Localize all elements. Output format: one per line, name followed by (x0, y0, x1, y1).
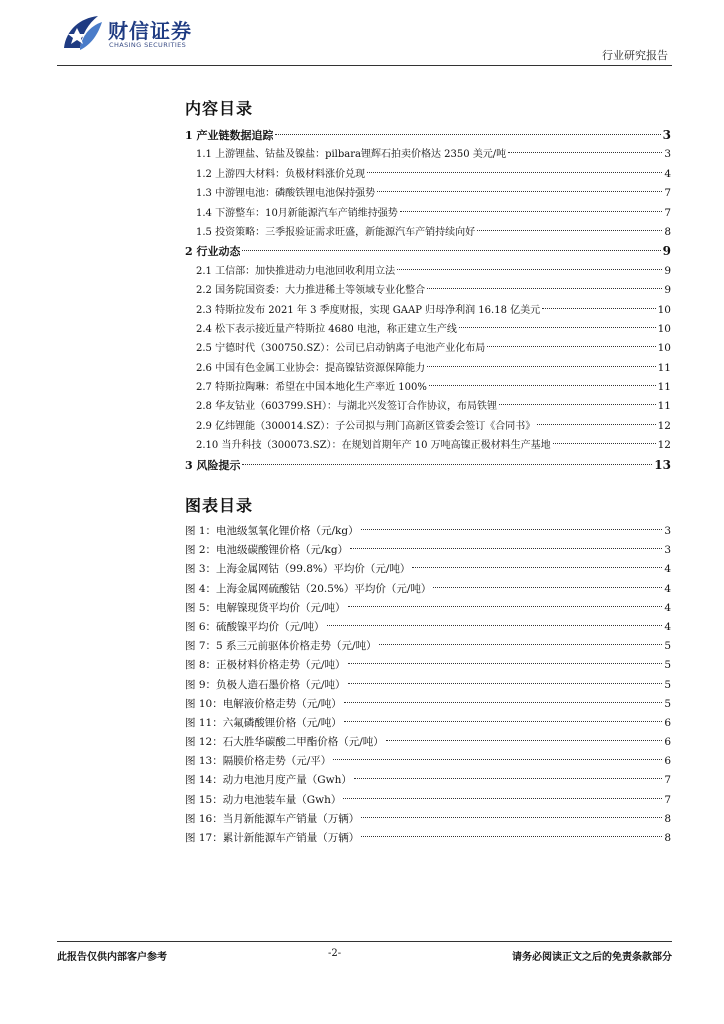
toc-subsection-entry[interactable] (185, 145, 671, 164)
figure-entry-page: 5 (664, 697, 671, 710)
toc-subsection-entry-text: 1.3 中游锂电池：磷酸铁锂电池保持强势 (196, 188, 376, 200)
toc-subsection-entry-text: 2.4 松下表示接近量产特斯拉 4680 电池，称正建立生产线 (196, 323, 457, 335)
figure-entry-page: 6 (664, 755, 671, 768)
toc-subsection-entry[interactable] (185, 436, 671, 455)
figure-entry[interactable] (185, 522, 671, 541)
toc-subsection-entry[interactable] (185, 184, 671, 203)
dot-leader (361, 835, 662, 837)
dot-leader (542, 307, 656, 309)
toc-subsection-entry-page: 7 (664, 187, 671, 200)
figure-entry-page: 4 (664, 601, 671, 614)
toc-subsection-entry-text: 2.5 宁德时代（300750.SZ）：公司已启动钠离子电池产业化布局 (196, 343, 486, 355)
dot-leader (343, 797, 662, 799)
dot-leader (400, 210, 663, 212)
figure-entry-text: 图 4：上海金属网硫酸钴（20.5%）平均价（元/吨） (185, 582, 432, 595)
dot-leader (348, 682, 663, 684)
figure-entry-page: 4 (664, 582, 671, 595)
toc-subsection-entry[interactable] (185, 262, 671, 281)
figure-entry-page: 7 (664, 774, 671, 787)
dot-leader (344, 720, 663, 722)
figure-entry[interactable] (185, 656, 671, 675)
toc-section-entry[interactable] (185, 126, 671, 145)
toc-title: 内容目录 (185, 99, 254, 118)
figure-entry[interactable] (185, 637, 671, 656)
figure-entry[interactable] (185, 829, 671, 848)
figure-entry-page: 4 (664, 620, 671, 633)
toc-subsection-entry[interactable] (185, 320, 671, 339)
dot-leader (477, 229, 662, 231)
dot-leader (354, 777, 662, 779)
figure-entry-text: 图 1：电池级氢氧化锂价格（元/kg） (185, 525, 359, 537)
toc-subsection-entry-page: 11 (657, 400, 671, 413)
company-logo-icon (60, 12, 104, 56)
toc-subsection-entry-page: 7 (664, 206, 671, 219)
figure-entry-text: 图 10：电解液价格走势（元/吨） (185, 697, 342, 710)
toc-subsection-entry-text: 1.2 上游四大材料：负极材料涨价兑现 (196, 168, 366, 180)
dot-leader (397, 268, 662, 270)
toc-subsection-entry-text: 2.1 工信部：加快推进动力电池回收利用立法 (196, 265, 396, 277)
toc-subsection-entry-page: 9 (664, 284, 671, 297)
dot-leader (242, 249, 660, 251)
toc-subsection-entry-text: 2.8 华友钴业（603799.SH）：与湖北兴发签订合作协议，布局铁锂 (196, 401, 498, 413)
page-header (0, 0, 724, 72)
toc-subsection-entry-text: 1.5 投资策略：三季报验证需求旺盛，新能源汽车产销持续向好 (196, 226, 476, 238)
figure-entry-page: 4 (664, 563, 671, 576)
toc-section-entry-text: 1 产业链数据追踪 (185, 129, 274, 142)
toc-subsection-entry[interactable] (185, 417, 671, 436)
figure-entry[interactable] (185, 771, 671, 790)
figure-entry[interactable] (185, 810, 671, 829)
figure-entry[interactable] (185, 714, 671, 733)
dot-leader (348, 662, 663, 664)
toc-subsection-entry-text: 2.6 中国有色金属工业协会：提高镍钴资源保障能力 (196, 362, 426, 374)
dot-leader (327, 624, 663, 626)
dot-leader (333, 758, 662, 760)
toc-subsection-entry[interactable] (185, 223, 671, 242)
dot-leader (433, 586, 662, 588)
figure-entry[interactable] (185, 791, 671, 810)
toc-subsection-entry-page: 11 (657, 381, 671, 394)
figure-entry[interactable] (185, 733, 671, 752)
dot-leader (429, 384, 656, 386)
toc-subsection-entry[interactable] (185, 339, 671, 358)
toc-subsection-entry-text: 2.2 国务院国资委：大力推进稀土等领域专业化整合 (196, 285, 426, 297)
figure-entry-text: 图 8：正极材料价格走势（元/吨） (185, 659, 346, 672)
toc-subsection-entry-page: 10 (657, 303, 671, 316)
dot-leader (348, 605, 663, 607)
list-of-figures (185, 522, 671, 848)
toc-subsection-entry[interactable] (185, 165, 671, 184)
dot-leader (275, 133, 660, 135)
toc-subsection-entry-text: 2.7 特斯拉陶琳：希望在中国本地化生产率近 100% (196, 382, 427, 394)
figure-entry[interactable] (185, 676, 671, 695)
figure-entry[interactable] (185, 599, 671, 618)
toc-subsection-entry[interactable] (185, 359, 671, 378)
toc-subsection-entry-page: 8 (664, 225, 671, 238)
toc-section-entry[interactable] (185, 242, 671, 261)
footer-disclaimer-right: 请务必阅读正文之后的免责条款部分 (512, 952, 672, 963)
dot-leader (427, 365, 656, 367)
figure-entry-text: 图 15：动力电池装车量（Gwh） (185, 793, 342, 806)
toc-section-entry[interactable] (185, 456, 671, 475)
dot-leader (487, 345, 655, 347)
toc-subsection-entry-page: 10 (657, 342, 671, 355)
figure-entry-page: 3 (664, 544, 671, 557)
figure-entry-text: 图 3：上海金属网钴（99.8%）平均价（元/吨） (185, 563, 411, 576)
toc-subsection-entry-text: 2.3 特斯拉发布 2021 年 3 季度财报，实现 GAAP 归母净利润 16.18 亿美元 (196, 304, 541, 316)
dot-leader (344, 701, 663, 703)
header-divider (57, 65, 672, 66)
dot-leader (379, 643, 663, 645)
figure-entry-page: 8 (664, 812, 671, 825)
figure-entry[interactable] (185, 752, 671, 771)
toc-section-entry-text: 2 行业动态 (185, 245, 241, 259)
figure-entry-text: 图 16：当月新能源车产销量（万辆） (185, 812, 360, 825)
toc-subsection-entry-page: 12 (657, 439, 671, 452)
figure-entry-text: 图 9：负极人造石墨价格（元/吨） (185, 678, 346, 691)
toc-subsection-entry[interactable] (185, 301, 671, 320)
toc-subsection-entry-text: 1.1 上游锂盐、钴盐及镍盐：pilbara锂辉石拍卖价格达 2350 美元/吨 (196, 149, 507, 161)
toc-subsection-entry-page: 11 (657, 361, 671, 374)
toc-subsection-entry[interactable] (185, 378, 671, 397)
figure-entry-page: 8 (664, 832, 671, 844)
figure-entry[interactable] (185, 618, 671, 637)
dot-leader (499, 403, 656, 405)
toc-subsection-entry-text: 2.9 亿纬锂能（300014.SZ）：子公司拟与荆门高新区管委会签订《合同书》 (196, 420, 536, 432)
figure-entry-page: 7 (664, 793, 671, 806)
toc-subsection-entry[interactable] (185, 204, 671, 223)
figure-entry-text: 图 17：累计新能源车产销量（万辆） (185, 832, 360, 844)
figure-entry-text: 图 14：动力电池月度产量（Gwh） (185, 774, 352, 787)
dot-leader (553, 442, 656, 444)
figure-entry-page: 5 (664, 659, 671, 672)
dot-leader (459, 326, 656, 328)
figure-list-title: 图表目录 (185, 496, 254, 515)
dot-leader (361, 816, 662, 818)
figure-entry-page: 6 (664, 736, 671, 749)
footer-disclaimer-left: 此报告仅供内部客户参考 (57, 952, 167, 963)
dot-leader (350, 547, 662, 549)
figure-entry-text: 图 6：硫酸镍平均价（元/吨） (185, 620, 325, 633)
figure-entry-text: 图 2：电池级碳酸锂价格（元/kg） (185, 544, 349, 557)
toc-subsection-entry-page: 4 (664, 167, 671, 180)
figure-entry-page: 5 (664, 640, 671, 653)
figure-entry-text: 图 12：石大胜华碳酸二甲酯价格（元/吨） (185, 736, 384, 749)
dot-leader (242, 463, 652, 465)
toc-section-entry-page: 13 (654, 457, 671, 472)
toc-section-entry-page: 9 (662, 244, 671, 259)
figure-entry[interactable] (185, 560, 671, 579)
toc-subsection-entry-page: 3 (664, 148, 671, 161)
figure-entry-text: 图 7：5 系三元前驱体价格走势（元/吨） (185, 640, 377, 653)
logo-chinese-name: 财信证券 (108, 19, 192, 43)
dot-leader (412, 566, 662, 568)
figure-entry[interactable] (185, 541, 671, 560)
figure-entry-page: 5 (664, 678, 671, 691)
figure-entry-text: 图 13：隔膜价格走势（元/平） (185, 755, 332, 768)
table-of-contents (185, 126, 671, 475)
figure-entry-text: 图 5：电解镍现货平均价（元/吨） (185, 601, 346, 614)
dot-leader (386, 739, 663, 741)
footer-divider (57, 941, 672, 942)
figure-entry-page: 6 (664, 716, 671, 729)
toc-subsection-entry-page: 12 (657, 419, 671, 432)
toc-subsection-entry-page: 10 (657, 322, 671, 335)
dot-leader (537, 423, 655, 425)
dot-leader (361, 528, 663, 530)
document-type-label: 行业研究报告 (602, 49, 668, 62)
figure-entry-text: 图 11：六氟磷酸锂价格（元/吨） (185, 716, 342, 729)
figure-entry[interactable] (185, 580, 671, 599)
dot-leader (377, 190, 662, 192)
figure-entry[interactable] (185, 695, 671, 714)
toc-section-entry-page: 3 (662, 128, 671, 142)
toc-subsection-entry-text: 2.10 当升科技（300073.SZ）：在规划首期年产 10 万吨高镍正极材料生产基地 (196, 440, 551, 452)
dot-leader (367, 171, 662, 173)
toc-subsection-entry[interactable] (185, 397, 671, 416)
dot-leader (508, 151, 662, 153)
toc-subsection-entry[interactable] (185, 281, 671, 300)
page-number: -2- (328, 948, 342, 959)
dot-leader (427, 287, 662, 289)
toc-subsection-entry-page: 9 (664, 264, 671, 277)
logo-english-name: CHASING SECURITIES (109, 41, 187, 49)
figure-entry-page: 3 (664, 525, 671, 537)
toc-subsection-entry-text: 1.4 下游整车：10月新能源汽车产销维持强势 (196, 207, 398, 219)
toc-section-entry-text: 3 风险提示 (185, 458, 241, 472)
